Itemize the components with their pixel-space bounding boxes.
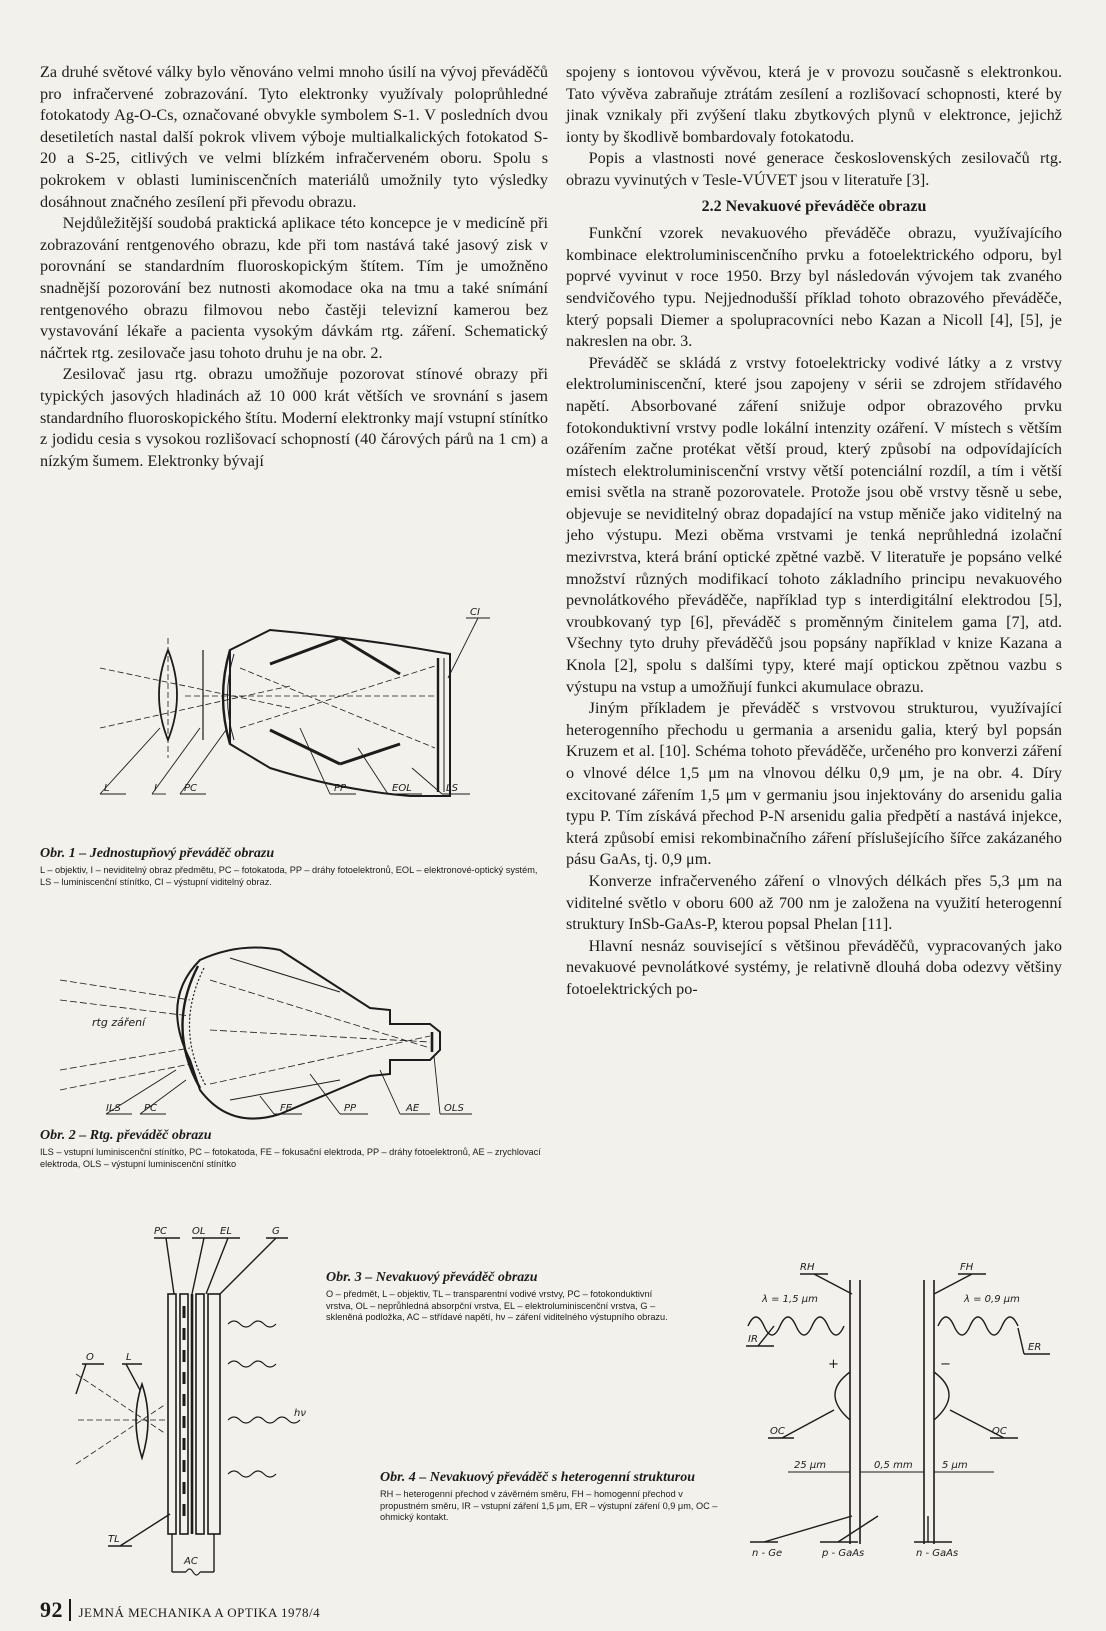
left-column (40, 62, 548, 472)
figure-1-caption (40, 846, 540, 888)
label-L: L (104, 783, 110, 794)
label-ER: ER (1028, 1342, 1042, 1353)
label-PC: PC (184, 783, 198, 794)
label-RH: RH (800, 1262, 815, 1273)
paragraph: Hlavní nesnáz související s většinou převáděčů, vypracovaných jako nevakuové pevnolátkové systémy, je relativně dlouhá doba odezvy většiny fotoelektrických po- (566, 936, 1062, 998)
label-TL: TL (108, 1534, 120, 1545)
label-G: G (272, 1226, 280, 1237)
label-OC-right: OC (992, 1426, 1007, 1437)
section-heading: 2.2 Nevakuové převáděče obrazu (701, 197, 927, 215)
paragraph: Konverze infračerveného záření o vlnových délkách přes 5,3 μm na viditelné světlo v oboru 600 až 700 nm je založena na využití heterogenní struktury InSb-GaAs-P, kterou popsal Phelan [11]. (566, 871, 1062, 934)
label-n-GaAs: n - GaAs (916, 1548, 959, 1559)
figure-title: Obr. 1 – Jednostupňový převáděč obrazu (40, 846, 275, 861)
paragraph: Jiným příkladem je převáděč s vrstvovou strukturou, využívající heterogenního přechodu u germania a arsenidu galia, který byl popsán Kruzem et al. [10]. Schéma tohoto převáděče, určeného pro konverzi záření o vlnové délce 1,5 μm na vlnovou délku 0,9 μm, je na obr. 4. Díry excitované zářením 1,5 μm v germaniu jsou injektovány do arsenidu galia typu P. Tím získává přechod P-N arsenidu galia předpětí a nastává injekce, která způsobí emisi rekombinačního záření příslušejícího šířce zakázaného pásu GaAs, tj. 0,9 μm. (566, 699, 1062, 869)
right-column (566, 62, 1062, 1001)
paragraph: Nejdůležitější soudobá praktická aplikace této koncepce je v medicíně při zobrazování rentgenového obrazu, kde při tom nastává také jasový zisk v porovnání se standardním fluoroskopickým štítem. Tím je umožněno snadnější pozorování bez nutnosti akomodace oka na tmu a také snímání rentgenového obrazu filmovou nebo častěji televizní kamerou bez vystavování lékaře a pacienta vysokým dávkám rtg. záření. Schematický náčrtek rtg. zesilovače jasu tohoto druhu je na obr. 2. (40, 214, 548, 362)
label-dim-1: 25 μm (794, 1460, 827, 1471)
label-IR: IR (748, 1334, 758, 1345)
label-ILS: ILS (106, 1103, 121, 1114)
label-CI: CI (470, 608, 480, 618)
figure-description: L – objektiv, I – neviditelný obraz předmětu, PC – fotokatoda, PP – dráhy fotoelektronů, EOL – elektronové-optický systém, LS – luminiscenční stínítko, CI – výstupní viditelný obraz. (40, 865, 538, 887)
label-rtg: rtg záření (92, 1016, 146, 1029)
figure-description: ILS – vstupní luminiscenční stínítko, PC – fotokatoda, FE – fokusační elektroda, PP – dráhy fotoelektronů, AE – zrychlovací elektroda, OLS – výstupní luminiscenční stínítko (40, 1147, 541, 1169)
figure-title: Obr. 3 – Nevakuový převáděč obrazu (326, 1270, 538, 1285)
label-OC-left: OC (770, 1426, 785, 1437)
label-hv: hν (294, 1408, 306, 1419)
label-minus: − (940, 1357, 951, 1372)
paragraph: spojeny s iontovou vývěvou, která je v provozu současně s elektronkou. Tato vývěva zabraňuje ztrátám zesílení a rozlišovací schopnosti, které by jinak vznikaly při zvýšení tlaku zbytkových plynů v elektronce, jejichž ionty by škodlivě bombardovaly fotokatodu. (566, 63, 1062, 146)
label-LS: LS (446, 783, 458, 794)
label-p-GaAs: p - GaAs (822, 1548, 865, 1559)
label-FE: FE (280, 1103, 293, 1114)
figure-4-caption (380, 1470, 726, 1524)
paragraph: Převáděč se skládá z vrstvy fotoelektricky vodivé látky a z vrstvy elektroluminiscenční, které jsou zapojeny v sérii se zdrojem střídavého napětí. Absorbované záření snižuje odpor obrazového prvku fotokonduktivní vrstvy podle lokální intenzity ozáření. V místech s větším ozářením začne protékat větší proud, který způsobí na odpovídajících místech elektroluminiscenční vrstvy větší potenciální rozdíl, a tím i větší emisi světla na straně pozorovatele. Protože jsou obě vrstvy těsně u sebe, objevuje se neviditelný obraz dopadající na vstup měniče jako viditelný na jeho výstupu. Mezi oběma vrstvami je tenká neprůhledná izolační mezivrstva, která brání optické zpětné vazbě. V literatuře je popsáno velké množství různých modifikací tohoto základního principu nevakuového pevnolátkového převáděče, například typ s interdigitální elektrodou [5], vroubkovaný typ [6], převáděč s proměnným činitelem gama [7], atd. Všechny tyto druhy převáděčů jsou popsány například v knize Kazana a Knola [2], spolu s dalšími typy, které mají optickou zpětnou vazbu s výstupu na vstup a umožňují funkci akumulace obrazu. (566, 353, 1062, 696)
label-I: I (154, 783, 157, 794)
label-AE: AE (406, 1103, 420, 1114)
figure-title: Obr. 2 – Rtg. převáděč obrazu (40, 1128, 212, 1143)
label-lambda-in: λ = 1,5 μm (762, 1294, 818, 1305)
figure-description: O – předmět, L – objektiv, TL – transparentní vodivé vrstvy, PC – fotokonduktivní vrstva, OL – neprůhledná absorpční vrstva, EL – elektroluminiscenční vrstva, G – skleněná podložka, AC – střídavé napětí, hν – záření viditelného výstupního obrazu. (326, 1289, 668, 1323)
figure-1 (40, 608, 540, 828)
figure-description: RH – heterogenní přechod v závěrném směru, FH – homogenní přechod v propustném směru, IR – vstupní záření 1,5 μm, ER – výstupní záření 0,9 μm, OC – ohmický kontakt. (380, 1489, 718, 1523)
label-PP: PP (344, 1103, 357, 1114)
label-OL: OL (192, 1226, 206, 1237)
label-PC: PC (154, 1226, 168, 1237)
figure-4 (728, 1262, 1062, 1562)
label-dim-2: 0,5 mm (874, 1460, 913, 1471)
page-number: 92 (40, 1597, 63, 1622)
label-EOL: EOL (392, 783, 412, 794)
paragraph: Funkční vzorek nevakuového převáděče obrazu, využívajícího kombinace elektroluminiscenčního prvku a fotoelektrického odporu, byl poprvé vyvinut v roce 1950. Brzy byl následován vývojem tak zvaného sendvičového typu. Nejjednodušší příklad tohoto obrazového převáděče, který popsali Diemer a spolupracovníci nebo Kazan a Nicoll [4], [5], je nakreslen na obr. 3. (566, 224, 1062, 351)
paragraph: Zesilovač jasu rtg. obrazu umožňuje pozorovat stínové obrazy při typických jasových hladinách až 10 000 krát větších ve srovnání s jasem standardního fluoroskopického štítu. Moderní elektronky mají vstupní stínítko z jodidu cesia s vysokou rozlišovací schopností (40 čárových párů na 1 cm) a nízkým šumem. Elektronky bývají (40, 365, 548, 470)
label-lambda-out: λ = 0,9 μm (964, 1294, 1020, 1305)
label-O: O (86, 1352, 94, 1363)
label-EL: EL (220, 1226, 232, 1237)
figure-3 (56, 1214, 326, 1584)
figure-3-caption (326, 1270, 678, 1324)
footer-divider (69, 1599, 71, 1621)
label-PP: PP (334, 783, 347, 794)
figure-2-caption (40, 1128, 550, 1170)
paragraph: Popis a vlastnosti nové generace československých zesilovačů rtg. obrazu vyvinutých v Tesle-VÚVET jsou v literatuře [3]. (566, 149, 1062, 189)
paragraph: Za druhé světové války bylo věnováno velmi mnoho úsilí na vývoj převáděčů pro infračervené zobrazování. Tyto elektronky využívaly poloprůhledné fotokatody Ag-O-Cs, označované obvykle symbolem S-1. V posledních dvou desetiletích nastal další pokrok vlivem výboje multialkalických fotokatod S-20 a S-25, citlivých ve velmi blízkém infračerveném oboru. Spolu s pokrokem v oblasti luminiscenčních materiálů umožnily tyto výsledky dosáhnout značného zesílení při převodu obrazu. (40, 63, 548, 211)
label-PC: PC (144, 1103, 158, 1114)
journal-name: JEMNÁ MECHANIKA A OPTIKA 1978/4 (78, 1605, 321, 1620)
figure-2 (40, 920, 540, 1125)
label-plus: + (828, 1357, 839, 1372)
label-FH: FH (960, 1262, 974, 1273)
figure-title: Obr. 4 – Nevakuový převáděč s heterogenní strukturou (380, 1470, 695, 1485)
label-n-Ge: n - Ge (752, 1548, 783, 1559)
label-OLS: OLS (444, 1103, 464, 1114)
label-dim-3: 5 μm (942, 1460, 968, 1471)
label-AC: AC (184, 1556, 198, 1567)
page-footer (40, 1597, 320, 1623)
label-L: L (126, 1352, 132, 1363)
